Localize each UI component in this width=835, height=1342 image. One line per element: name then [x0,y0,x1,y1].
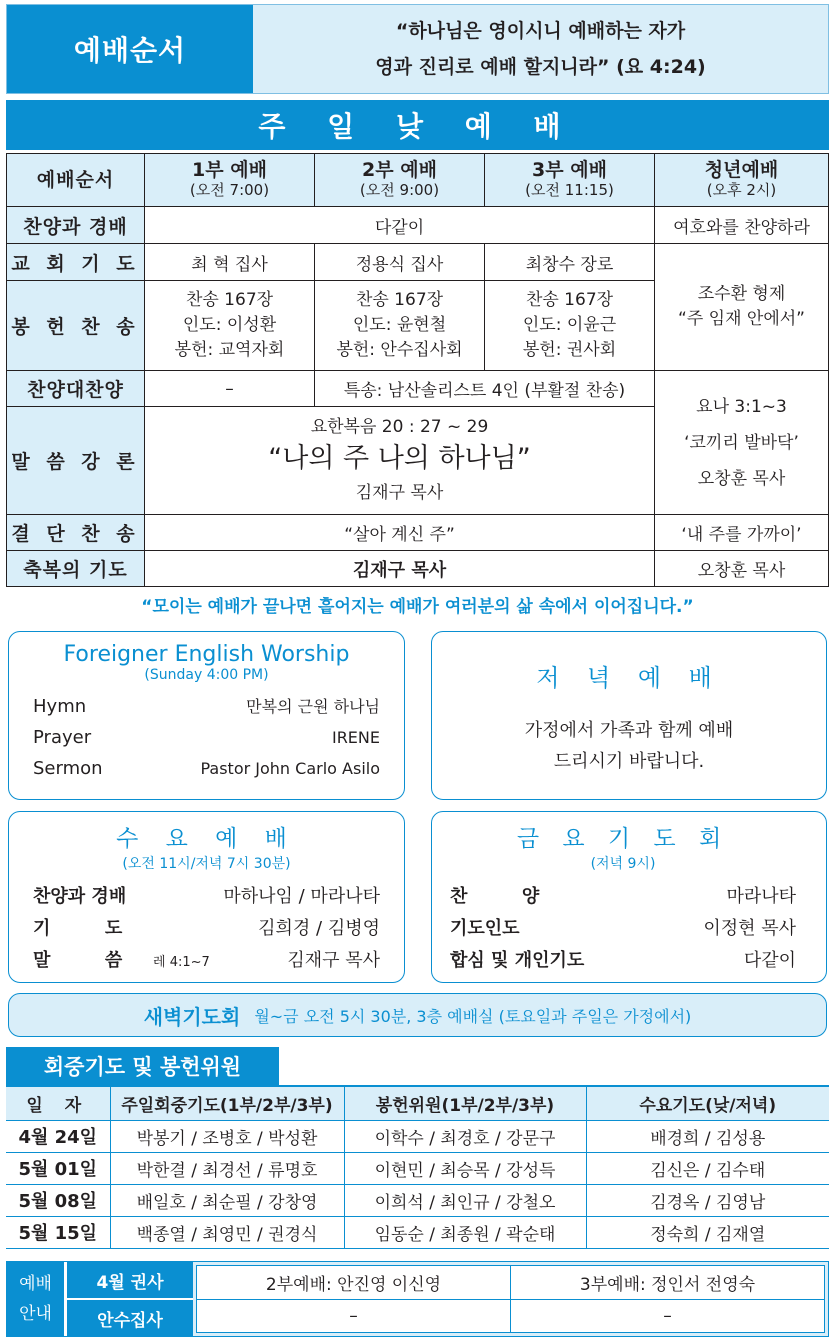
evening-line-2: 드리시기 바랍니다. [553,751,705,772]
service-2-header: 2부 예배 (오전 9:00) [315,154,485,207]
list-item: 합심 및 개인기도 다같이 [450,950,796,971]
list-item: 말 씀 레 4:1~7 김재구 목사 [33,950,380,971]
evening-line-1: 가정에서 가족과 함께 예배 [524,720,734,741]
sunday-worship-table [6,153,829,587]
evening-worship-title: 저 녁 예 배 [536,664,722,692]
english-worship-box [8,631,405,800]
sermon-scripture: 요한복음 20 : 27 ~ 29 [310,416,489,437]
quote-line-1: “하나님은 영이시니 예배하는 자가 [395,20,686,42]
committee-header-row: 일 자 주일회중기도(1부/2부/3부) 봉헌위원(1부/2부/3부) 수요기도(낮/저녁) [6,1086,829,1120]
friday-prayer-title: 금 요 기 도 회 [516,826,730,852]
row-label: 교 회 기 도 [7,244,145,281]
table-row: 5월 15일 백종열 / 최영민 / 권경식 임동순 / 최종원 / 곽순태 정숙희 / 김재열 [6,1216,829,1248]
friday-prayer-time: (저녁 9시) [590,856,656,872]
usher-guide-label: 예배 안내 [7,1262,67,1336]
wednesday-worship-title: 수 요 예 배 [116,826,297,852]
wednesday-worship-time: (오전 11시/저녁 7시 30분) [122,856,291,872]
row-label: 봉 헌 찬 송 [7,281,145,371]
order-label: 예배순서 [7,154,145,207]
usher-group-2: 안수집사 [97,1310,163,1331]
usher-group-1: 4월 권사 [67,1262,193,1300]
choir-1: – [145,371,315,407]
sermon-title: “나의 주 나의 하나님” [268,442,531,474]
prayer-3: 최창수 장로 [485,244,655,281]
hymn-youth: ‘내 주를 가까이’ [655,515,829,551]
header [6,4,829,94]
english-worship-time: (Sunday 4:00 PM) [144,667,269,683]
quote-line-2: 영과 진리로 예배 할지니라” (요 4:24) [375,56,706,78]
praise-all: 다같이 [145,207,655,244]
sermon [145,407,655,515]
prayer-1: 최 혁 집사 [145,244,315,281]
evening-worship-box [431,631,827,800]
committee-table [6,1085,829,1249]
closing-text: “모이는 예배가 끝나면 흩어지는 예배가 여러분의 삶 속에서 이어집니다.” [141,597,694,617]
dawn-prayer-box [8,993,827,1037]
table-row: 5월 01일 박한결 / 최경선 / 류명호 이현민 / 최승목 / 강성득 김신은 / 김수태 [6,1152,829,1184]
list-item: 기도인도 이정현 목사 [450,918,796,939]
committee-title: 회중기도 및 봉헌위원 [6,1047,279,1085]
offering-1: 찬송 167장 인도: 이성환 봉헌: 교역자회 [145,281,315,371]
table-row: 5월 08일 배일호 / 최순필 / 강창영 이희석 / 최인규 / 강철오 김경옥 / 김영남 [6,1184,829,1216]
hymn-main: “살아 계신 주” [145,515,655,551]
list-item: 찬양과 경배 마하나임 / 마라나타 [33,886,380,907]
list-item: 기 도 김희경 / 김병영 [33,918,380,939]
row-label: 찬양과 경배 [7,207,145,244]
table-header-row [7,154,829,207]
table-row [7,244,829,281]
list-item: Hymn 만복의 근원 하나님 [33,696,380,717]
usher-guide [6,1261,829,1337]
benediction-main: 김재구 목사 [145,551,655,587]
praise-youth: 여호와를 찬양하라 [655,207,829,244]
page-title: 예배순서 [7,5,253,93]
row-label: 말 씀 강 론 [7,407,145,515]
table-row: 2부예배: 안진영 이신영 3부예배: 정인서 전영숙 [196,1265,825,1300]
dawn-prayer-detail: 월~금 오전 5시 30분, 3층 예배실 (토요일과 주일은 가정에서) [254,1006,692,1026]
dawn-prayer-title: 새벽기도회 [143,1004,241,1029]
offering-2: 찬송 167장 인도: 윤현철 봉헌: 안수집사회 [315,281,485,371]
offering-3: 찬송 167장 인도: 이윤근 봉헌: 권사회 [485,281,655,371]
youth-service-header: 청년예배 (오후 2시) [655,154,829,207]
usher-guide-body [193,1262,828,1336]
table-row [7,207,829,244]
sermon-preacher: 김재구 목사 [355,482,444,503]
usher-guide-groups [67,1262,193,1336]
english-worship-title: Foreigner English Worship [63,642,350,667]
choir-2-3: 특송: 남산솔리스트 4인 (부활절 찬송) [315,371,655,407]
sunday-worship-banner: 주 일 낮 예 배 [6,100,829,153]
scripture-quote [253,5,828,93]
row-label: 찬양대찬양 [7,371,145,407]
table-row [7,371,829,407]
list-item: Sermon Pastor John Carlo Asilo [33,758,380,779]
wednesday-worship-box [8,811,405,983]
table-row: – – [196,1300,825,1334]
service-1-header: 1부 예배 (오전 7:00) [145,154,315,207]
benediction-youth: 오창훈 목사 [655,551,829,587]
list-item: 찬 양 마라나타 [450,886,796,907]
list-item: Prayer IRENE [33,727,380,748]
table-row [7,515,829,551]
prayer-2: 정용식 집사 [315,244,485,281]
youth-prayer-offering: 조수환 형제 “주 임재 안에서” [655,244,829,371]
friday-prayer-box [431,811,827,983]
table-row: 4월 24일 박봉기 / 조병호 / 박성환 이학수 / 최경호 / 강문구 배경희 / 김성용 [6,1120,829,1152]
row-label: 결 단 찬 송 [7,515,145,551]
youth-sermon: 요나 3:1~3 ‘코끼리 발바닥’ 오창훈 목사 [655,371,829,515]
table-row [7,551,829,587]
row-label: 축복의 기도 [7,551,145,587]
service-3-header: 3부 예배 (오전 11:15) [485,154,655,207]
